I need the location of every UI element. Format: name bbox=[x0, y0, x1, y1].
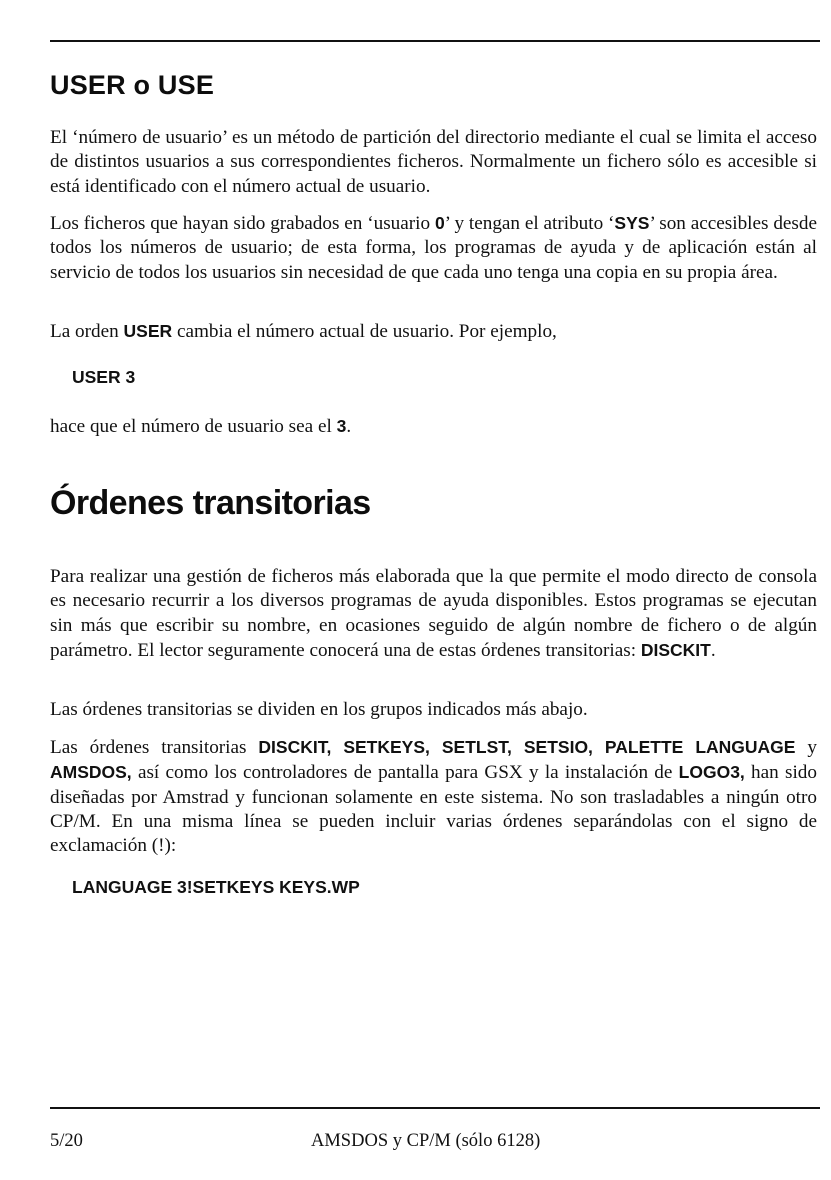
text-run: así como los controladores de pantalla para GSX y la instalación de bbox=[131, 762, 679, 784]
paragraph-user-number bbox=[50, 126, 817, 199]
section-heading-user: USER o USE bbox=[50, 70, 215, 100]
paragraph-text: Las órdenes transitorias se dividen en los grupos indicados más abajo. bbox=[50, 699, 588, 720]
text-run: hace que el número de usuario sea el bbox=[50, 416, 337, 437]
paragraph-user-result bbox=[50, 414, 817, 439]
code-example-user: USER 3 bbox=[72, 367, 136, 387]
paragraph-text: El ‘número de usuario’ es un método de partición del directorio mediante el cual se limita el acceso de distintos usuarios a sus correspondientes ficheros. Normalmente un fichero sólo es accesible si está identificado con el número actual de usuario. bbox=[50, 127, 817, 197]
keyword-disckit: DISCKIT bbox=[640, 639, 711, 660]
paragraph-transient-amstrad bbox=[50, 735, 817, 858]
paragraph-sys-attribute bbox=[50, 211, 817, 285]
text-run: cambia el número actual de usuario. Por ejemplo, bbox=[172, 321, 557, 342]
top-rule bbox=[50, 40, 820, 42]
keyword-three: 3 bbox=[336, 416, 347, 436]
keyword-user-zero: 0 bbox=[434, 213, 445, 233]
paragraph-transient-groups bbox=[50, 698, 817, 722]
keyword-amsdos: AMSDOS, bbox=[50, 762, 132, 783]
keyword-sys: SYS bbox=[614, 213, 650, 233]
text-run: Los ficheros que hayan sido grabados en ‘usuario bbox=[50, 213, 435, 234]
text-run: . bbox=[346, 416, 352, 437]
text-run: han sido diseñadas por Amstrad y funcionan solamente en este sistema. No son trasladables a ningún otro CP/M. En una misma línea se pueden incluir varias órdenes separándolas con el signo de exclamación (!): bbox=[50, 762, 817, 857]
code-example-language: LANGUAGE 3!SETKEYS KEYS.WP bbox=[72, 877, 360, 897]
bottom-rule bbox=[50, 1107, 820, 1109]
page-number: 5/20 bbox=[50, 1131, 83, 1151]
text-run: Las órdenes transitorias bbox=[50, 737, 259, 758]
running-footer-title: AMSDOS y CP/M (sólo 6128) bbox=[311, 1131, 541, 1151]
paragraph-transient-intro bbox=[50, 565, 817, 663]
text-run: ’ y tengan el atributo ‘ bbox=[444, 213, 615, 234]
text-run: y bbox=[795, 737, 818, 758]
keyword-command-list: DISCKIT, SETKEYS, SETLST, SETSIO, PALETTE LANGUAGE bbox=[258, 737, 796, 757]
text-run: ’ son accesibles desde todos los números de usuario; de esta forma, los programas de ayuda y de aplicación están al servicio de todos los usuarios sin necesidad de que cada uno tenga una copia en su propia área. bbox=[50, 213, 818, 283]
text-run: La orden bbox=[50, 321, 124, 342]
section-heading-transient-commands: Órdenes transitorias bbox=[50, 484, 371, 522]
keyword-user: USER bbox=[123, 321, 173, 341]
paragraph-user-command bbox=[50, 319, 817, 344]
text-run: Para realizar una gestión de ficheros más elaborada que la que permite el modo directo de consola es necesario recurrir a los diversos programas de ayuda disponibles. Estos programas se ejecutan sin más que escribir su nombre, en ocasiones seguido de algún nombre de fichero o de algún parámetro. El lector seguramente conocerá una de estas órdenes transitorias: bbox=[50, 566, 817, 661]
text-run: . bbox=[710, 639, 716, 661]
keyword-logo3: LOGO3, bbox=[678, 762, 745, 783]
